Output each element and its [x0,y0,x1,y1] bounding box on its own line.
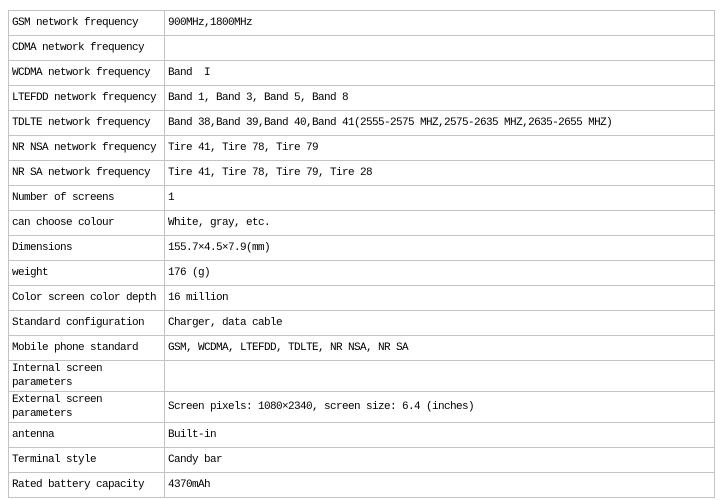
spec-value [165,36,715,61]
spec-label: Number of screens [9,186,165,211]
spec-label: CDMA network frequency [9,36,165,61]
specs-table [8,10,715,498]
spec-label: antenna [9,423,165,448]
table-row [9,311,715,336]
spec-value: 1 [165,186,715,211]
spec-value: Built-in [165,423,715,448]
table-row [9,211,715,236]
spec-value: 16 million [165,286,715,311]
spec-value: Tire 41, Tire 78, Tire 79, Tire 28 [165,161,715,186]
table-row [9,11,715,36]
spec-value: 4370mAh [165,473,715,498]
spec-value: 155.7×4.5×7.9(mm) [165,236,715,261]
spec-value: 176 (g) [165,261,715,286]
specs-table-body [9,11,715,498]
table-row [9,336,715,361]
spec-label: weight [9,261,165,286]
table-row [9,473,715,498]
spec-label: Dimensions [9,236,165,261]
table-row [9,423,715,448]
spec-label: Mobile phone standard [9,336,165,361]
spec-value: Band 38,Band 39,Band 40,Band 41(2555-2575 MHZ,2575-2635 MHZ,2635-2655 MHZ) [165,111,715,136]
spec-label: NR NSA network frequency [9,136,165,161]
spec-label: TDLTE network frequency [9,111,165,136]
spec-label: External screen parameters [9,392,165,423]
spec-label: GSM network frequency [9,11,165,36]
spec-value: Band 1, Band 3, Band 5, Band 8 [165,86,715,111]
table-row [9,86,715,111]
spec-value: Candy bar [165,448,715,473]
spec-value: Charger, data cable [165,311,715,336]
spec-label: NR SA network frequency [9,161,165,186]
spec-value: 900MHz,1800MHz [165,11,715,36]
spec-value: Band I [165,61,715,86]
spec-label: Color screen color depth [9,286,165,311]
table-row [9,286,715,311]
spec-label: WCDMA network frequency [9,61,165,86]
table-row [9,236,715,261]
table-row [9,261,715,286]
table-row [9,161,715,186]
table-row [9,448,715,473]
spec-label: can choose colour [9,211,165,236]
table-row [9,61,715,86]
table-row [9,361,715,392]
table-row [9,36,715,61]
table-row [9,111,715,136]
spec-label: Terminal style [9,448,165,473]
spec-value: White, gray, etc. [165,211,715,236]
spec-value: Tire 41, Tire 78, Tire 79 [165,136,715,161]
table-row [9,136,715,161]
spec-value: Screen pixels: 1080×2340, screen size: 6.4 (inches) [165,392,715,423]
spec-label: Standard configuration [9,311,165,336]
spec-label: LTEFDD network frequency [9,86,165,111]
spec-label: Rated battery capacity [9,473,165,498]
spec-value [165,361,715,392]
table-row [9,392,715,423]
table-row [9,186,715,211]
spec-value: GSM, WCDMA, LTEFDD, TDLTE, NR NSA, NR SA [165,336,715,361]
spec-label: Internal screen parameters [9,361,165,392]
